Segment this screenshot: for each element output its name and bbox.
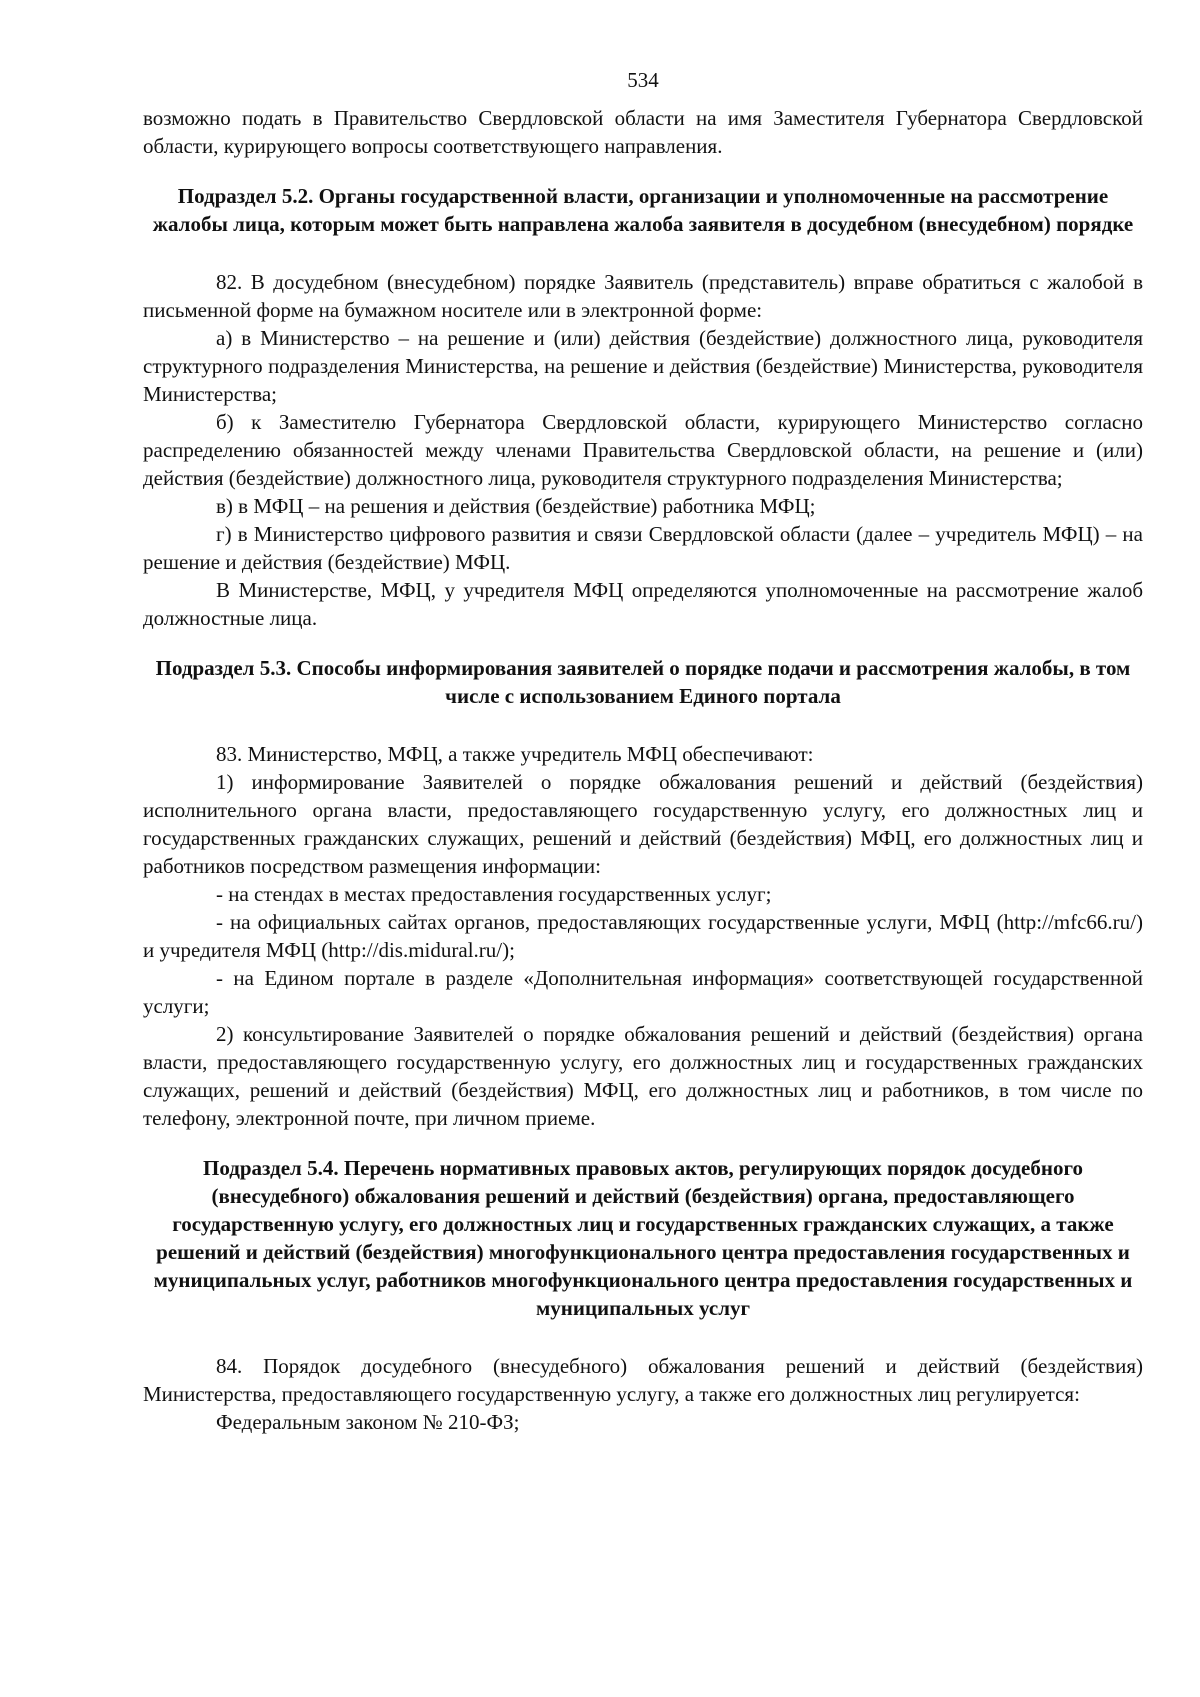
section-5-3 bbox=[143, 654, 1143, 1132]
list-item-a: а) в Министерство – на решение и (или) действия (бездействие) должностного лица, руководителя структурного подразделения Министерства, на решение и действия (бездействие) Министерства, руководителя Министерства; bbox=[143, 326, 1143, 406]
intro-paragraph: возможно подать в Правительство Свердловской области на имя Заместителя Губернатора Свердловской области, курирующего вопросы соответствующего направления. bbox=[143, 106, 1143, 158]
list-item-v: в) в МФЦ – на решения и действия (бездействие) работника МФЦ; bbox=[216, 494, 816, 518]
list-item-b: б) к Заместителю Губернатора Свердловской области, курирующего Министерство согласно распределению обязанностей между членами Правительства Свердловской области, на решение и (или) действия (бездействие) должностного лица, руководителя структурного подразделения Министерства; bbox=[143, 410, 1143, 490]
list-item-g: г) в Министерство цифрового развития и связи Свердловской области (далее – учредитель МФЦ) – на решение и действия (бездействие) МФЦ. bbox=[143, 522, 1143, 574]
list-item-1: 1) информирование Заявителей о порядке обжалования решений и действий (бездействия) исполнительного органа власти, предоставляющего государственную услугу, его должностных лиц и государственных гражданских служащих, решений и действий (бездействия) МФЦ, его должностных лиц и работников посредством размещения информации: bbox=[143, 770, 1143, 878]
page-number: 534 bbox=[627, 68, 659, 92]
paragraph-82: 82. В досудебном (внесудебном) порядке Заявитель (представитель) вправе обратиться с жалобой в письменной форме на бумажном носителе или в электронной форме: bbox=[143, 270, 1143, 322]
section-5-4-heading: Подраздел 5.4. Перечень нормативных правовых актов, регулирующих порядок досудебного (внесудебного) обжалования решений и действий (бездействия) органа, предоставляющего государственную услугу, его должностных лиц и государственных гражданских служащих, а также решений и действий (бездействия) многофункционального центра предоставления государственных и муниципальных услуг, работников многофункционального центра предоставления государственных и муниципальных услуг bbox=[153, 1156, 1133, 1320]
dash-item-websites: - на официальных сайтах органов, предоставляющих государственные услуги, МФЦ (http://mfc66.ru/) и учредителя МФЦ (http://dis.midural.ru/); bbox=[143, 910, 1143, 962]
closing-paragraph: В Министерстве, МФЦ, у учредителя МФЦ определяются уполномоченные на рассмотрение жалоб должностные лица. bbox=[143, 578, 1143, 630]
paragraph-84: 84. Порядок досудебного (внесудебного) обжалования решений и действий (бездействия) Министерства, предоставляющего государственную услугу, а также его должностных лиц регулируется: bbox=[143, 1354, 1143, 1406]
list-item-2: 2) консультирование Заявителей о порядке обжалования решений и действий (бездействия) органа власти, предоставляющего государственную услугу, его должностных лиц и государственных гражданских служащих, решений и действий (бездействия) МФЦ, его должностных лиц и работников, в том числе по телефону, электронной почте, при личном приеме. bbox=[143, 1022, 1143, 1130]
law-line: Федеральным законом № 210-ФЗ; bbox=[216, 1410, 520, 1434]
dash-item-portal: - на Едином портале в разделе «Дополнительная информация» соответствующей государственной услуги; bbox=[143, 966, 1143, 1018]
section-5-4 bbox=[143, 1154, 1143, 1436]
document-page bbox=[143, 66, 1143, 1436]
dash-item-stands: - на стендах в местах предоставления государственных услуг; bbox=[216, 882, 772, 906]
section-5-3-heading: Подраздел 5.3. Способы информирования заявителей о порядке подачи и рассмотрения жалобы, в том числе с использованием Единого портала bbox=[155, 656, 1131, 708]
paragraph-83: 83. Министерство, МФЦ, а также учредитель МФЦ обеспечивают: bbox=[216, 742, 814, 766]
section-5-2 bbox=[143, 182, 1143, 632]
section-5-2-heading: Подраздел 5.2. Органы государственной власти, организации и уполномоченные на рассмотрение жалобы лица, которым может быть направлена жалоба заявителя в досудебном (внесудебном) порядке bbox=[152, 184, 1134, 236]
